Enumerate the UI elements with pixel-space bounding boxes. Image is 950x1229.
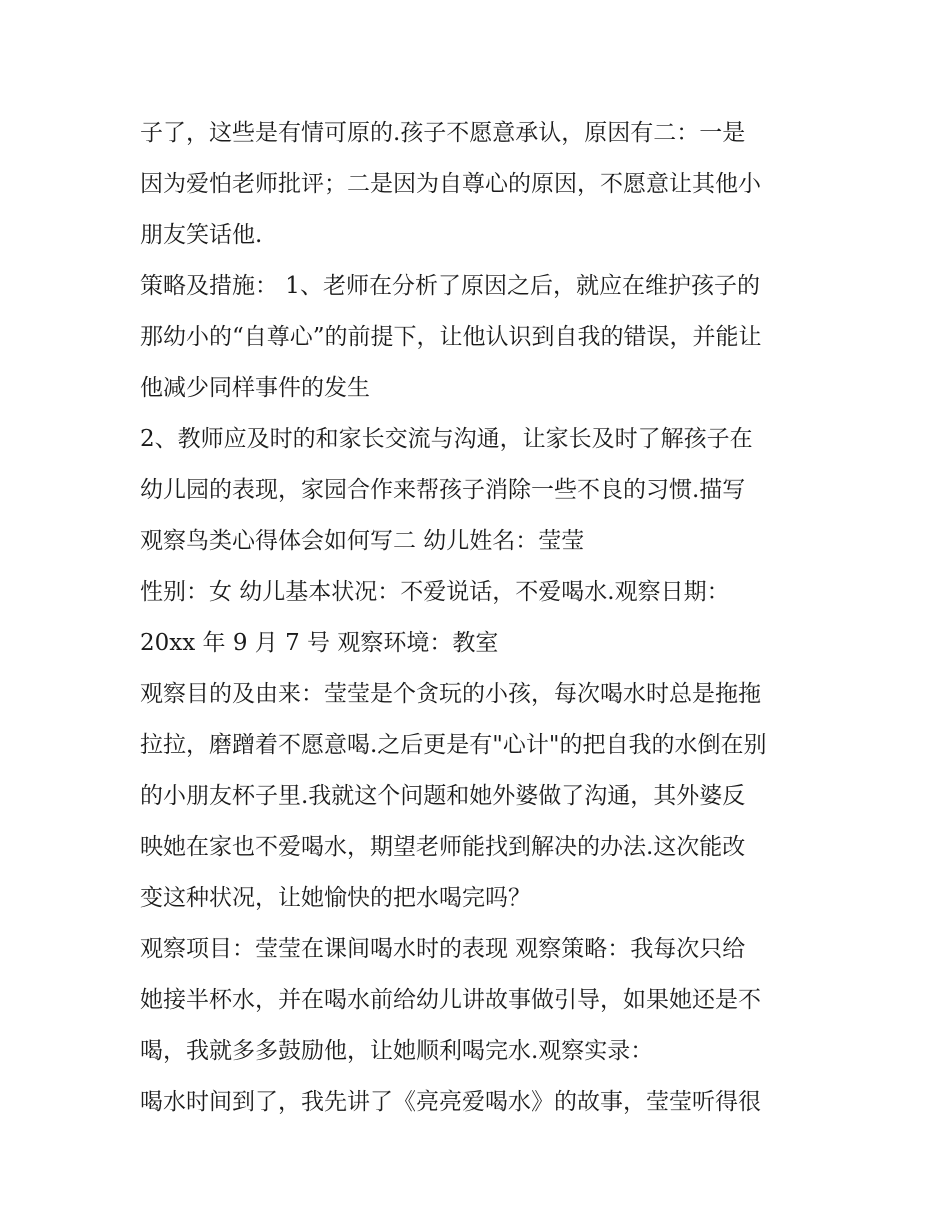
text-line-18: 她接半杯水，并在喝水前给幼儿讲故事做引导，如果她还是不	[140, 987, 761, 1013]
text-line-11: 20xx 年 9 月 7 号 观察环境：教室	[140, 630, 499, 656]
body-text	[140, 108, 830, 1128]
text-line-7: 2、教师应及时的和家长交流与沟通，让家长及时了解孩子在	[140, 426, 753, 452]
text-line-10: 性别：女 幼儿基本状况：不爱说话，不爱喝水.观察日期：	[140, 579, 730, 605]
text-line-5: 那幼小的“自尊心”的前提下，让他认识到自我的错误，并能让	[140, 324, 762, 350]
text-line-6: 他减少同样事件的发生	[140, 375, 370, 401]
text-line-20: 喝水时间到了，我先讲了《亮亮爱喝水》的故事，莹莹听得很	[140, 1089, 761, 1115]
text-line-15: 映她在家也不爱喝水，期望老师能找到解决的办法.这次能改	[140, 834, 746, 860]
text-line-14: 的小朋友杯子里.我就这个问题和她外婆做了沟通，其外婆反	[140, 783, 746, 809]
text-line-16: 变这种状况，让她愉快的把水喝完吗？	[140, 885, 531, 911]
text-line-19: 喝，我就多多鼓励他，让她顺利喝完水.观察实录：	[140, 1038, 654, 1064]
text-line-4: 策略及措施： 1、老师在分析了原因之后，就应在维护孩子的	[140, 273, 760, 299]
text-line-8: 幼儿园的表现，家园合作来帮孩子消除一些不良的习惯.描写	[140, 477, 746, 503]
text-line-1: 子了，这些是有情可原的.孩子不愿意承认，原因有二：一是	[140, 120, 746, 146]
text-line-2: 因为爱怕老师批评；二是因为自尊心的原因，不愿意让其他小	[140, 171, 761, 197]
text-line-9: 观察鸟类心得体会如何写二 幼儿姓名：莹莹	[140, 528, 585, 554]
text-line-17: 观察项目：莹莹在课间喝水时的表现 观察策略：我每次只给	[140, 936, 746, 962]
text-line-12: 观察目的及由来：莹莹是个贪玩的小孩，每次喝水时总是拖拖	[140, 681, 761, 707]
text-line-3: 朋友笑话他.	[140, 222, 263, 248]
text-line-13: 拉拉，磨蹭着不愿意喝.之后更是有"心计"的把自我的水倒在别	[140, 732, 767, 758]
